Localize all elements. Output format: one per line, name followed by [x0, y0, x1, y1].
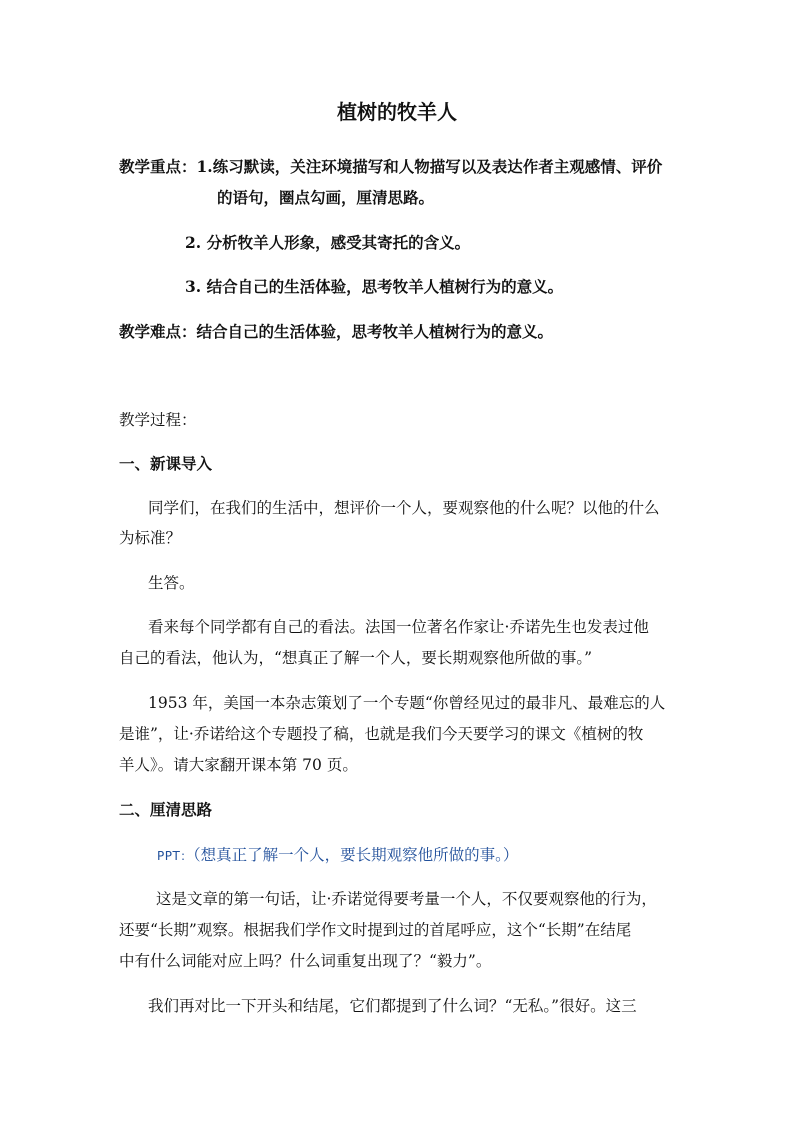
- section-1-heading: 一、新课导入: [119, 454, 213, 473]
- section-1-paragraph-3-line-1: 看来每个同学都有自己的看法。法国一位著名作家让·乔诺先生也发表过他: [148, 618, 649, 636]
- difficulty-line: [119, 322, 553, 342]
- section-1-paragraph-4-line-1: 1953 年，美国一本杂志策划了一个专题“你曾经见过的最非凡、最难忘的人: [148, 694, 666, 712]
- section-1-paragraph-1-line-2: 为标准？: [119, 529, 182, 547]
- section-2-heading: 二、厘清思路: [119, 800, 213, 819]
- ppt-quote-text: （想真正了解一个人，要长期观察他所做的事。）: [192, 846, 519, 864]
- key-point-3: 3. 结合自己的生活体验，思考牧羊人植树行为的意义。: [185, 277, 564, 296]
- ppt-tag: PPT：: [157, 849, 193, 863]
- difficulty-label: 教学难点：: [119, 322, 197, 341]
- key-points-label: 教学重点：: [119, 157, 197, 176]
- difficulty-text: 结合自己的生活体验，思考牧羊人植树行为的意义。: [196, 322, 554, 341]
- section-2-paragraph-1-line-2: 还要“长期”观察。根据我们学作文时提到过的首尾呼应，这个“长期”在结尾: [119, 921, 632, 939]
- process-label: 教学过程：: [119, 411, 197, 429]
- section-1-paragraph-4-line-2: 是谁”，让·乔诺给这个专题投了稿，也就是我们今天要学习的课文《植树的牧: [119, 725, 644, 743]
- section-2-paragraph-1-line-1: 这是文章的第一句话，让·乔诺觉得要考量一个人，不仅要观察他的行为，: [156, 890, 657, 908]
- section-2-paragraph-2-line-1: 我们再对比一下开头和结尾，它们都提到了什么词？“无私。”很好。这三: [148, 997, 637, 1015]
- section-1-paragraph-2: 生答。: [148, 574, 195, 592]
- ppt-quote-line: [157, 845, 518, 866]
- key-points-line-1: [119, 157, 662, 177]
- key-point-1-continuation: 的语句，圈点勾画，厘清思路。: [217, 188, 435, 207]
- section-2-paragraph-1-line-3: 中有什么词能对应上吗？什么词重复出现了？“毅力”。: [119, 952, 492, 970]
- key-point-1-text: 1.练习默读，关注环境描写和人物描写以及表达作者主观感情、评价: [196, 157, 663, 176]
- key-point-2: 2. 分析牧羊人形象，感受其寄托的含义。: [185, 233, 471, 252]
- section-1-paragraph-4-line-3: 羊人》。请大家翻开课本第 70 页。: [119, 756, 358, 774]
- section-1-paragraph-3-line-2: 自己的看法，他认为，“想真正了解一个人，要长期观察他所做的事。”: [119, 649, 593, 667]
- section-1-paragraph-1-line-1: 同学们，在我们的生活中，想评价一个人，要观察他的什么呢？以他的什么: [148, 499, 660, 517]
- document-title: 植树的牧羊人: [337, 100, 457, 124]
